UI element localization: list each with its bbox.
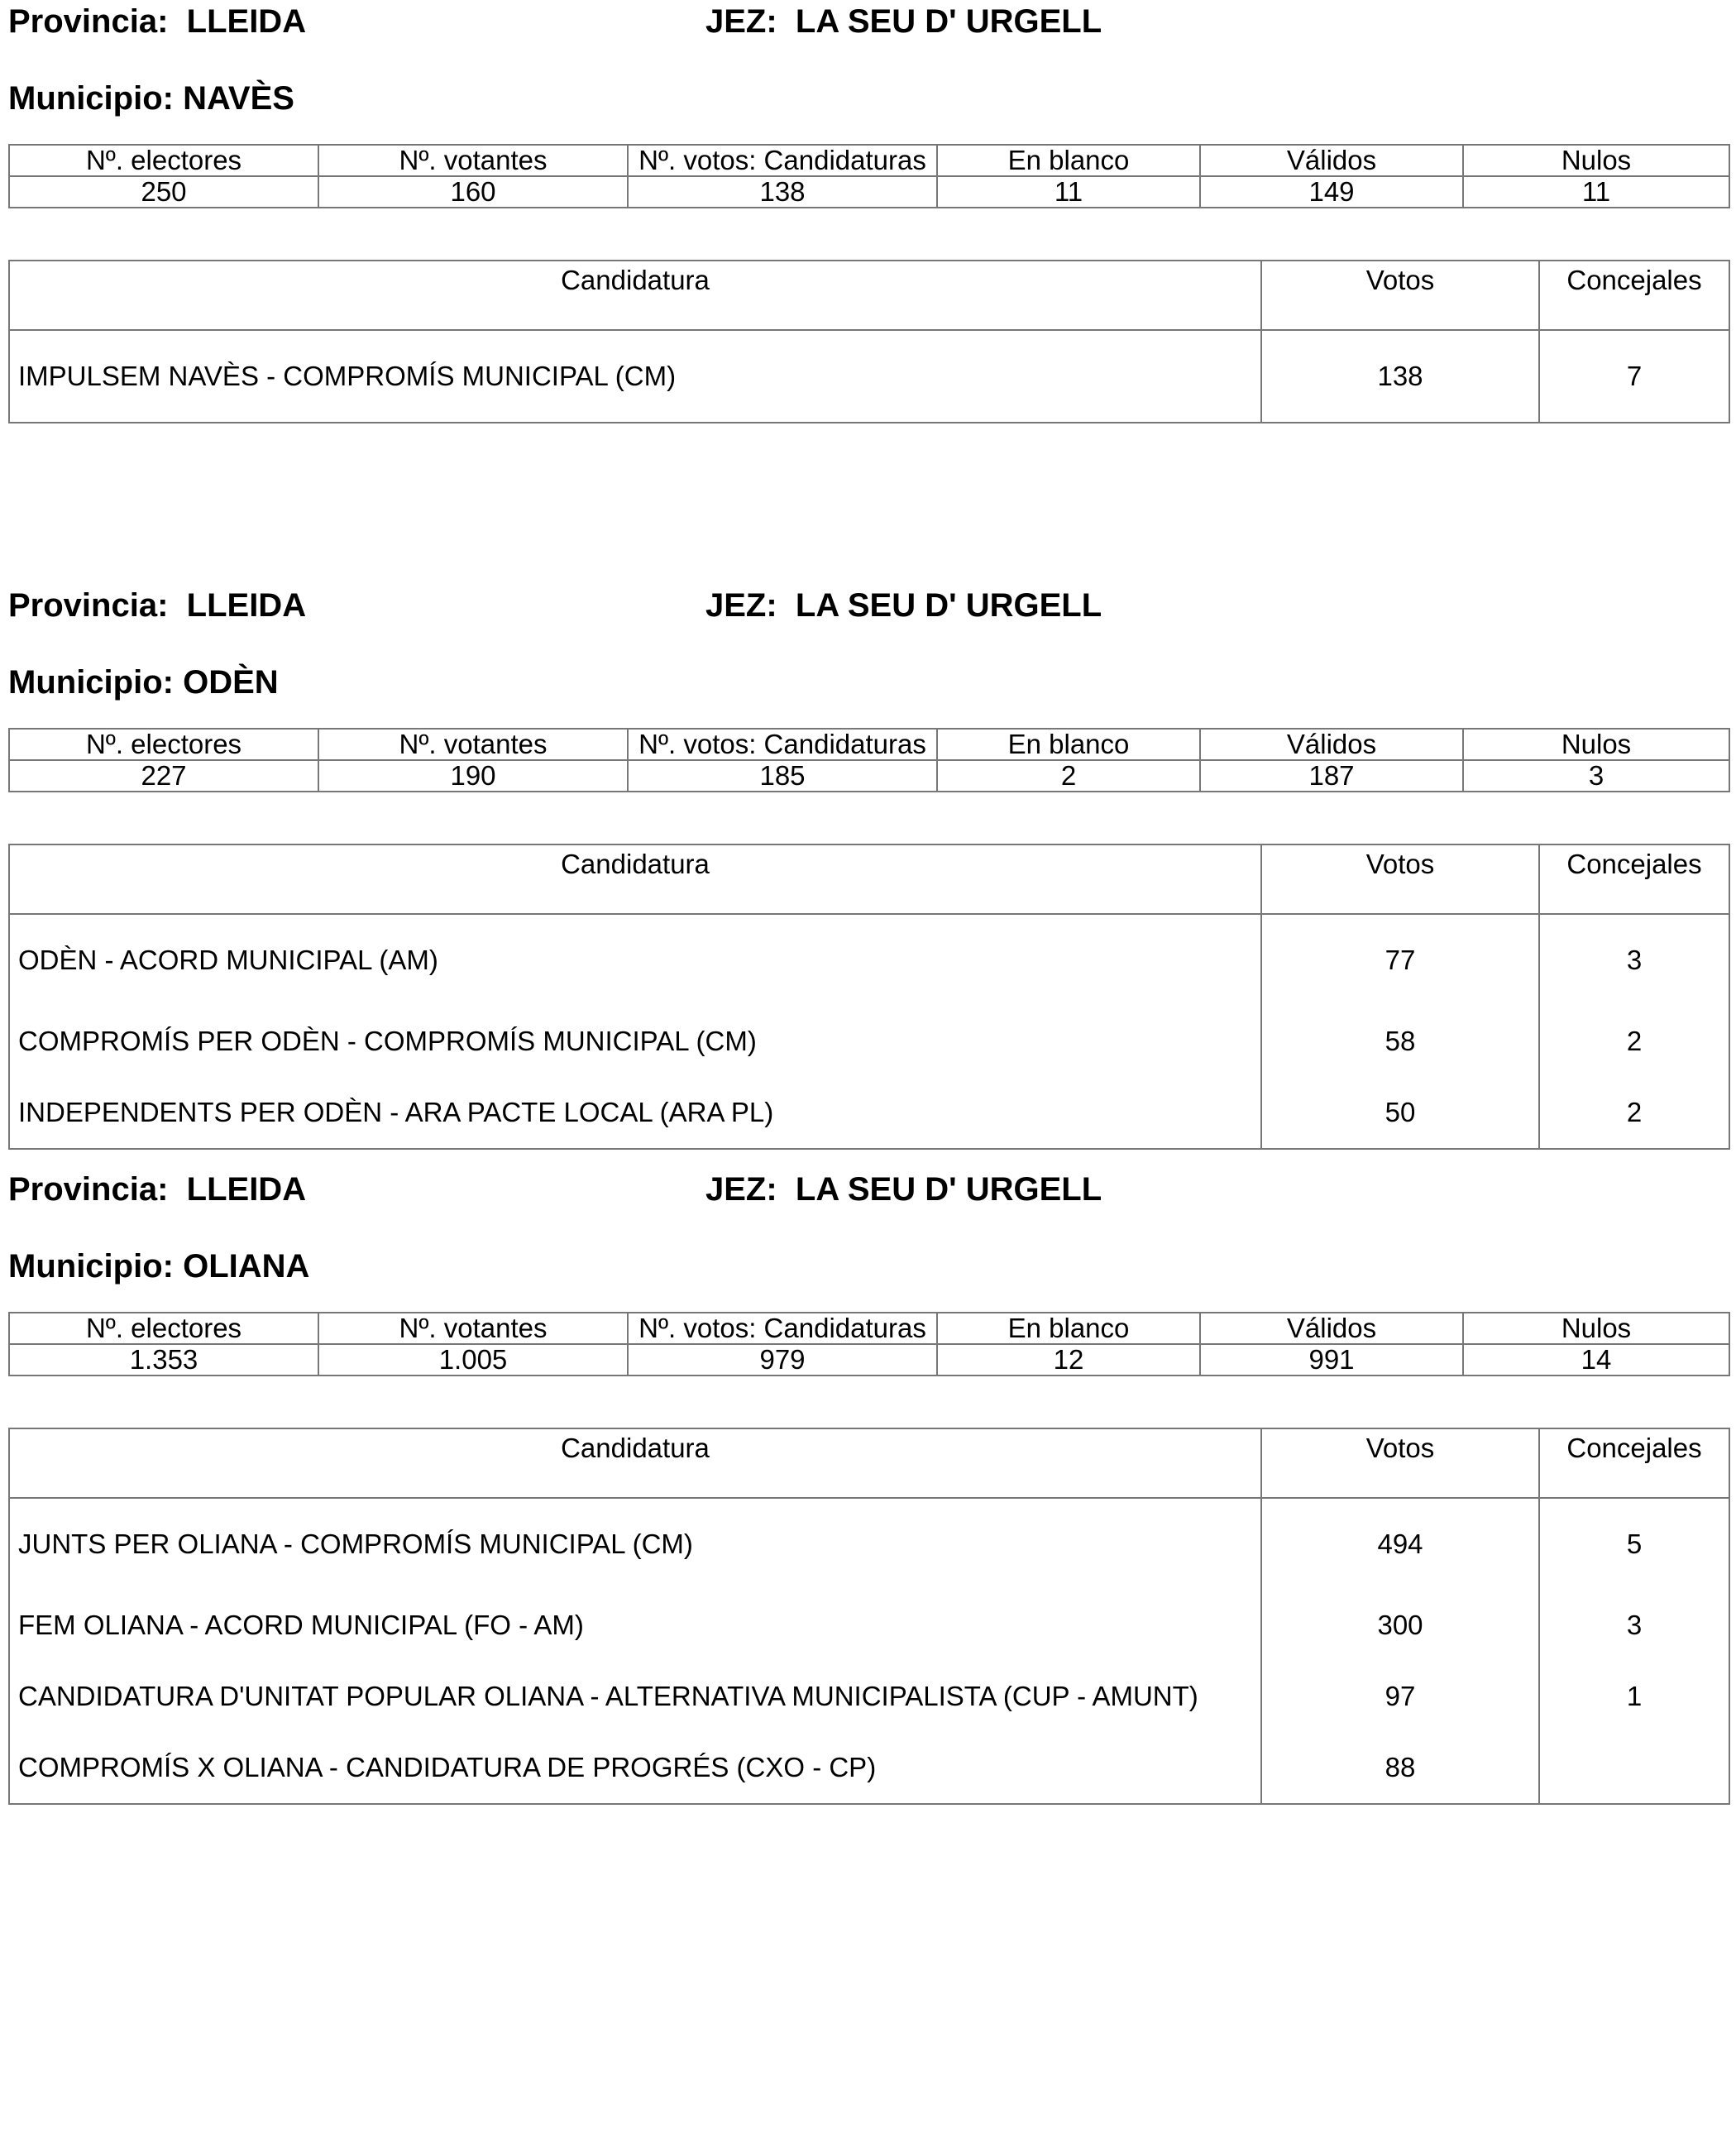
candidaturas-table — [8, 1428, 1730, 1805]
provincia-heading — [8, 2, 306, 41]
stats-value-row — [9, 760, 1729, 792]
provincia-label: Provincia: — [8, 587, 169, 624]
candidatura-name: FEM OLIANA - ACORD MUNICIPAL (FO - AM) — [9, 1590, 1261, 1661]
stats-header-cell: Nº. votantes — [318, 729, 628, 760]
stats-table — [8, 728, 1730, 792]
stats-header-cell: Nº. electores — [9, 145, 318, 176]
stats-header-cell: En blanco — [937, 145, 1200, 176]
candidatura-votos: 88 — [1261, 1732, 1539, 1804]
candidatura-name: INDEPENDENTS PER ODÈN - ARA PACTE LOCAL (ARA PL) — [9, 1077, 1261, 1149]
candidatura-votos: 97 — [1261, 1661, 1539, 1732]
candidatura-name: ODÈN - ACORD MUNICIPAL (AM) — [9, 914, 1261, 1006]
table-row — [9, 1661, 1729, 1732]
stats-value-cell: 3 — [1463, 760, 1729, 792]
provincia-label: Provincia: — [8, 1171, 169, 1208]
candidatura-concejales: 5 — [1539, 1498, 1729, 1590]
stats-table — [8, 144, 1730, 208]
stats-value-cell: 1.005 — [318, 1344, 628, 1376]
candidatura-concejales: 7 — [1539, 330, 1729, 423]
candidatura-concejales: 3 — [1539, 1590, 1729, 1661]
table-row — [9, 330, 1729, 423]
candidaturas-header-cell: Candidatura — [9, 261, 1261, 330]
jez-value: LA SEU D' URGELL — [795, 3, 1102, 40]
table-row — [9, 1732, 1729, 1804]
candidatura-votos: 58 — [1261, 1006, 1539, 1077]
stats-value-cell: 991 — [1200, 1344, 1463, 1376]
stats-value-cell: 2 — [937, 760, 1200, 792]
stats-header-cell: Nº. votantes — [318, 145, 628, 176]
stats-value-cell: 11 — [1463, 176, 1729, 208]
stats-table — [8, 1312, 1730, 1376]
jez-label: JEZ: — [705, 3, 777, 40]
stats-value-cell: 227 — [9, 760, 318, 792]
candidatura-votos: 494 — [1261, 1498, 1539, 1590]
candidaturas-header-row — [9, 261, 1729, 330]
stats-header-cell: Nº. votantes — [318, 1313, 628, 1344]
stats-header-cell: Nulos — [1463, 1313, 1729, 1344]
jez-heading — [705, 2, 1102, 41]
candidaturas-header-cell: Votos — [1261, 1428, 1539, 1498]
candidaturas-header-cell: Candidatura — [9, 1428, 1261, 1498]
stats-value-row — [9, 176, 1729, 208]
jez-value: LA SEU D' URGELL — [795, 587, 1102, 624]
candidaturas-header-row — [9, 1428, 1729, 1498]
candidatura-name: COMPROMÍS PER ODÈN - COMPROMÍS MUNICIPAL (CM) — [9, 1006, 1261, 1077]
table-row — [9, 1006, 1729, 1077]
stats-header-row — [9, 1313, 1729, 1344]
stats-header-cell: Nº. electores — [9, 729, 318, 760]
stats-value-cell: 190 — [318, 760, 628, 792]
stats-header-cell: Nº. electores — [9, 1313, 318, 1344]
stats-value-cell: 979 — [628, 1344, 937, 1376]
candidaturas-header-cell: Votos — [1261, 261, 1539, 330]
jez-value: LA SEU D' URGELL — [795, 1171, 1102, 1208]
jez-heading — [705, 586, 1102, 625]
candidaturas-header-cell: Candidatura — [9, 844, 1261, 914]
stats-value-cell: 187 — [1200, 760, 1463, 792]
municipio-heading — [8, 79, 294, 118]
stats-header-cell: Nulos — [1463, 145, 1729, 176]
stats-value-cell: 149 — [1200, 176, 1463, 208]
municipio-value: OLIANA — [183, 1248, 310, 1285]
table-row — [9, 914, 1729, 1006]
jez-label: JEZ: — [705, 1171, 777, 1208]
provincia-value: LLEIDA — [186, 3, 307, 40]
stats-header-cell: Nº. votos: Candidaturas — [628, 145, 937, 176]
jez-label: JEZ: — [705, 587, 777, 624]
candidatura-concejales: 2 — [1539, 1006, 1729, 1077]
municipio-label: Municipio: — [8, 1248, 174, 1285]
candidaturas-header-cell: Votos — [1261, 844, 1539, 914]
stats-value-cell: 12 — [937, 1344, 1200, 1376]
jez-heading — [705, 1170, 1102, 1209]
provincia-heading — [8, 586, 306, 625]
candidaturas-table — [8, 260, 1730, 423]
provincia-label: Provincia: — [8, 3, 169, 40]
candidaturas-header-cell: Concejales — [1539, 844, 1729, 914]
stats-value-cell: 14 — [1463, 1344, 1729, 1376]
candidatura-concejales: 2 — [1539, 1077, 1729, 1149]
candidaturas-header-row — [9, 844, 1729, 914]
municipio-label: Municipio: — [8, 80, 174, 117]
candidatura-name: COMPROMÍS X OLIANA - CANDIDATURA DE PROGRÉS (CXO - CP) — [9, 1732, 1261, 1804]
municipio-heading — [8, 663, 279, 702]
stats-value-cell: 1.353 — [9, 1344, 318, 1376]
candidatura-name: JUNTS PER OLIANA - COMPROMÍS MUNICIPAL (CM) — [9, 1498, 1261, 1590]
candidatura-votos: 77 — [1261, 914, 1539, 1006]
stats-value-cell: 185 — [628, 760, 937, 792]
stats-value-cell: 250 — [9, 176, 318, 208]
stats-header-row — [9, 729, 1729, 760]
candidatura-votos: 50 — [1261, 1077, 1539, 1149]
municipio-label: Municipio: — [8, 664, 174, 701]
stats-header-cell: Válidos — [1200, 145, 1463, 176]
table-row — [9, 1498, 1729, 1590]
stats-value-row — [9, 1344, 1729, 1376]
stats-header-cell: Nº. votos: Candidaturas — [628, 1313, 937, 1344]
candidatura-votos: 300 — [1261, 1590, 1539, 1661]
candidatura-concejales: 3 — [1539, 914, 1729, 1006]
provincia-heading — [8, 1170, 306, 1209]
candidaturas-header-cell: Concejales — [1539, 261, 1729, 330]
municipio-value: ODÈN — [183, 664, 279, 701]
stats-header-cell: En blanco — [937, 729, 1200, 760]
stats-header-cell: Válidos — [1200, 729, 1463, 760]
stats-value-cell: 11 — [937, 176, 1200, 208]
candidatura-concejales — [1539, 1732, 1729, 1804]
stats-header-cell: Nº. votos: Candidaturas — [628, 729, 937, 760]
candidatura-name: IMPULSEM NAVÈS - COMPROMÍS MUNICIPAL (CM) — [9, 330, 1261, 423]
candidatura-votos: 138 — [1261, 330, 1539, 423]
stats-header-cell: En blanco — [937, 1313, 1200, 1344]
stats-value-cell: 138 — [628, 176, 937, 208]
provincia-value: LLEIDA — [186, 587, 307, 624]
candidatura-concejales: 1 — [1539, 1661, 1729, 1732]
stats-header-cell: Válidos — [1200, 1313, 1463, 1344]
candidaturas-header-cell: Concejales — [1539, 1428, 1729, 1498]
stats-value-cell: 160 — [318, 176, 628, 208]
candidatura-name: CANDIDATURA D'UNITAT POPULAR OLIANA - ALTERNATIVA MUNICIPALISTA (CUP - AMUNT) — [9, 1661, 1261, 1732]
stats-header-cell: Nulos — [1463, 729, 1729, 760]
provincia-value: LLEIDA — [186, 1171, 307, 1208]
candidaturas-table — [8, 844, 1730, 1150]
stats-header-row — [9, 145, 1729, 176]
table-row — [9, 1590, 1729, 1661]
municipio-value: NAVÈS — [183, 80, 294, 117]
municipio-heading — [8, 1246, 309, 1286]
table-row — [9, 1077, 1729, 1149]
